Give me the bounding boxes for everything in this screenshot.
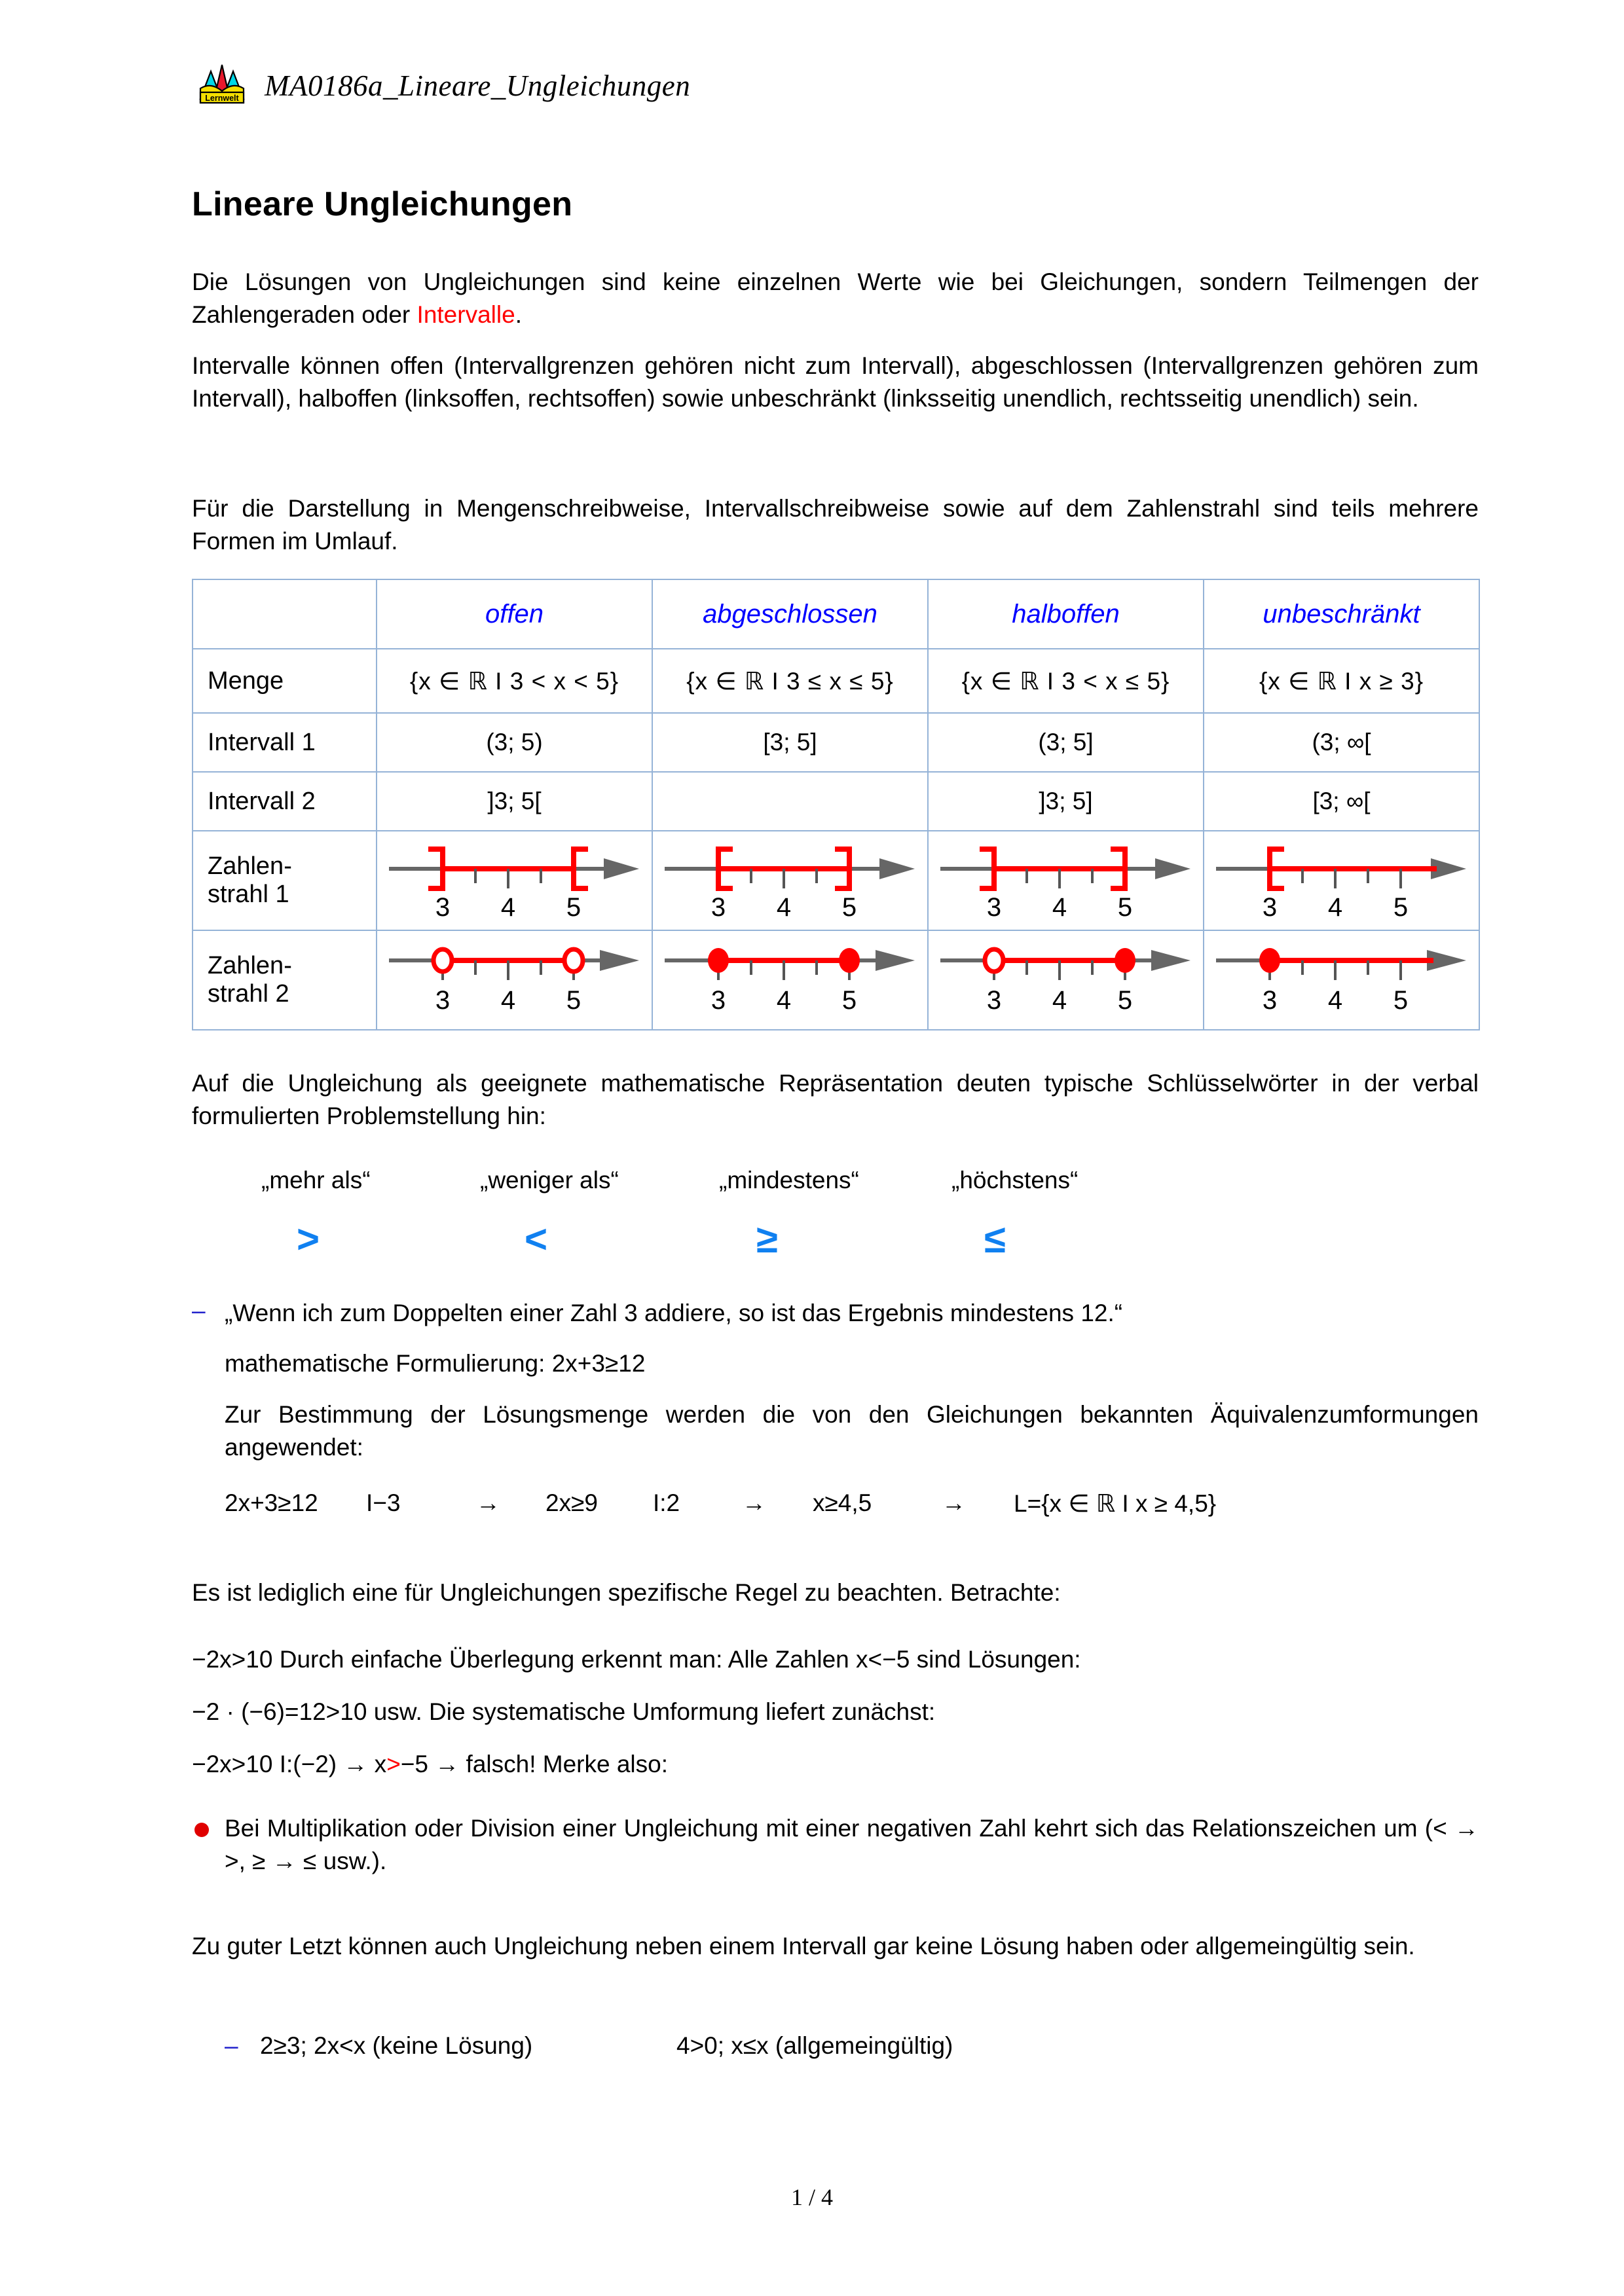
column-header-halboffen: halboffen — [928, 579, 1204, 649]
list-dash-marker: – — [192, 1297, 206, 1324]
svg-text:4: 4 — [1327, 893, 1342, 922]
intervall1-unbeschraenkt: (3; ∞[ — [1204, 713, 1479, 772]
header-title: MA0186a_Lineare_Ungleichungen — [265, 69, 691, 102]
menge-abgeschlossen: {x ∈ ℝ I 3 ≤ x ≤ 5} — [652, 649, 928, 713]
intro-text-a: Die Lösungen von Ungleichungen sind keine einzelnen Werte wie bei Gleichungen, sondern Teilmengen der Zahlengeraden oder — [192, 268, 1479, 328]
column-header-offen: offen — [377, 579, 652, 649]
symbol-less-or-equal: ≤ — [984, 1217, 1006, 1261]
numberline-1-halboffen — [928, 831, 1204, 930]
numberline-2-halboffen — [928, 930, 1204, 1030]
zahlenstrahl2-label-line2: strahl 2 — [208, 980, 289, 1008]
table-row — [193, 930, 1479, 1030]
table-row — [193, 831, 1479, 930]
example-formulation: mathematische Formulierung: 2x+3≥12 — [225, 1350, 646, 1377]
step-arrow-1: → — [476, 1489, 500, 1516]
intro-paragraph — [192, 266, 1479, 331]
keyword-mindestens: „mindestens“ — [719, 1167, 859, 1194]
column-header-abgeschlossen: abgeschlossen — [652, 579, 928, 649]
step-inequality: 2x+3≥12 — [225, 1489, 318, 1516]
rule-line-1: −2x>10 Durch einfache Überlegung erkennt man: Alle Zahlen x<−5 sind Lösungen: — [192, 1646, 1081, 1673]
keyword-weniger-als: „weniger als“ — [480, 1167, 619, 1194]
step-op-minus-3: I−3 — [366, 1489, 401, 1516]
intervall2-abgeschlossen — [652, 772, 928, 831]
intervall2-unbeschraenkt: [3; ∞[ — [1204, 772, 1479, 831]
numberline-2-unbeschraenkt — [1204, 930, 1479, 1030]
page-footer: 1 / 4 — [790, 2184, 833, 2210]
step-solution-set: L={x ∈ ℝ I x ≥ 4,5} — [1014, 1490, 1217, 1517]
numberline-1-offen — [377, 831, 652, 930]
svg-text:4: 4 — [1052, 893, 1067, 922]
table-corner-cell — [193, 579, 377, 649]
keywords-intro-paragraph: Auf die Ungleichung als geeignete mathematische Repräsentation deuten typische Schlüsselwörter in der verbal formulierten Problemstellung hin: — [192, 1070, 1479, 1129]
step-arrow-3: → — [942, 1489, 966, 1516]
final-examples-row — [192, 2032, 1479, 2071]
rule-line-3-b: −5 → falsch! Merke also: — [400, 1751, 668, 1777]
symbol-row — [192, 1216, 1479, 1295]
page-title: Lineare Ungleichungen — [192, 185, 573, 223]
svg-text:3: 3 — [710, 893, 726, 922]
svg-text:3: 3 — [435, 986, 450, 1015]
zahlenstrahl1-label-line2: strahl 1 — [208, 881, 289, 908]
svg-text:5: 5 — [1117, 893, 1132, 922]
table-row — [193, 713, 1479, 772]
red-bullet-icon — [194, 1823, 209, 1837]
step-op-div-2: I:2 — [653, 1489, 680, 1516]
table-row — [193, 649, 1479, 713]
svg-text:5: 5 — [566, 986, 581, 1015]
keyword-mehr-als: „mehr als“ — [261, 1167, 371, 1194]
final-list-dash-marker: – — [225, 2032, 238, 2059]
svg-text:5: 5 — [1393, 893, 1408, 922]
symbol-greater-than: > — [297, 1217, 320, 1261]
intervall2-offen: ]3; 5[ — [377, 772, 652, 831]
step-result-1: 2x≥9 — [545, 1489, 598, 1516]
page-header — [196, 62, 690, 109]
row-label-zahlenstrahl-1 — [193, 831, 377, 930]
svg-text:4: 4 — [1052, 986, 1067, 1015]
numberline-2-abgeschlossen — [652, 930, 928, 1030]
table-header-row — [193, 579, 1479, 649]
svg-text:Lernwelt: Lernwelt — [205, 94, 239, 103]
menge-offen: {x ∈ ℝ I 3 < x < 5} — [377, 649, 652, 713]
menge-halboffen: {x ∈ ℝ I 3 < x ≤ 5} — [928, 649, 1204, 713]
svg-text:5: 5 — [841, 893, 857, 922]
svg-text:5: 5 — [1393, 986, 1408, 1015]
step-arrow-2: → — [742, 1489, 766, 1516]
zahlenstrahl1-label-line1: Zahlen- — [208, 852, 292, 881]
symbol-less-than: < — [525, 1217, 548, 1261]
intervall1-halboffen: (3; 5] — [928, 713, 1204, 772]
intervalle-highlight: Intervalle — [416, 301, 515, 328]
numberline-1-abgeschlossen — [652, 831, 928, 930]
column-header-unbeschraenkt: unbeschränkt — [1204, 579, 1479, 649]
svg-text:3: 3 — [986, 893, 1001, 922]
solution-steps-row — [225, 1489, 1479, 1529]
rule-line-3 — [192, 1748, 1479, 1781]
representation-paragraph: Für die Darstellung in Mengenschreibweise, Intervallschreibweise sowie auf dem Zahlenstrahl sind teils mehrere Formen im Umlauf. — [192, 495, 1479, 555]
svg-text:3: 3 — [710, 986, 726, 1015]
final-example-universal: 4>0; x≤x (allgemeingültig) — [676, 2032, 953, 2059]
svg-text:4: 4 — [776, 986, 791, 1015]
example-explanation: Zur Bestimmung der Lösungsmenge werden die von den Gleichungen bekannten Äquivalenzumformungen angewendet: — [225, 1401, 1479, 1461]
row-label-intervall-1: Intervall 1 — [193, 713, 377, 772]
svg-text:4: 4 — [500, 893, 515, 922]
interval-forms-table — [192, 579, 1480, 1030]
numberline-2-offen — [377, 930, 652, 1030]
zahlenstrahl2-label-line1: Zahlen- — [208, 952, 292, 980]
example-quote: „Wenn ich zum Doppelten einer Zahl 3 addiere, so ist das Ergebnis mindestens 12.“ — [225, 1300, 1123, 1326]
rule-bullet-text: Bei Multiplikation oder Division einer Ungleichung mit einer negativen Zahl kehrt sich das Relationszeichen um (< → >, ≥ → ≤ usw.). — [225, 1815, 1479, 1874]
numberline-1-unbeschraenkt — [1204, 831, 1479, 930]
svg-text:5: 5 — [841, 986, 857, 1015]
svg-text:3: 3 — [1262, 893, 1277, 922]
svg-text:5: 5 — [566, 893, 581, 922]
intervall1-abgeschlossen: [3; 5] — [652, 713, 928, 772]
svg-text:4: 4 — [776, 893, 791, 922]
rule-line-3-red-operator: > — [386, 1751, 401, 1777]
lernwelt-mountain-logo — [196, 62, 248, 109]
closing-paragraph: Zu guter Letzt können auch Ungleichung neben einem Intervall gar keine Lösung haben oder allgemeingültig sein. — [192, 1933, 1415, 1959]
intervall2-halboffen: ]3; 5] — [928, 772, 1204, 831]
rule-line-2: −2 · (−6)=12>10 usw. Die systematische Umformung liefert zunächst: — [192, 1698, 936, 1725]
step-result-2: x≥4,5 — [813, 1489, 872, 1516]
symbol-greater-or-equal: ≥ — [756, 1217, 778, 1261]
svg-text:3: 3 — [986, 986, 1001, 1015]
svg-text:5: 5 — [1117, 986, 1132, 1015]
svg-text:4: 4 — [500, 986, 515, 1015]
intervall1-offen: (3; 5) — [377, 713, 652, 772]
rule-intro-paragraph: Es ist lediglich eine für Ungleichungen spezifische Regel zu beachten. Betrachte: — [192, 1579, 1061, 1606]
row-label-zahlenstrahl-2 — [193, 930, 377, 1030]
svg-text:4: 4 — [1327, 986, 1342, 1015]
row-label-menge: Menge — [193, 649, 377, 713]
intro-text-b: . — [515, 301, 522, 328]
svg-text:3: 3 — [1262, 986, 1277, 1015]
table-row — [193, 772, 1479, 831]
row-label-intervall-2: Intervall 2 — [193, 772, 377, 831]
rule-line-3-a: −2x>10 I:(−2) → x — [192, 1751, 387, 1777]
menge-unbeschraenkt: {x ∈ ℝ I x ≥ 3} — [1204, 649, 1479, 713]
svg-text:3: 3 — [435, 893, 450, 922]
keyword-hoechstens: „höchstens“ — [951, 1167, 1079, 1194]
final-example-no-solution: 2≥3; 2x<x (keine Lösung) — [260, 2032, 533, 2059]
interval-types-paragraph: Intervalle können offen (Intervallgrenzen gehören nicht zum Intervall), abgeschlossen (Intervallgrenzen gehören zum Intervall), halboffen (linksoffen, rechtsoffen) sowie unbeschränkt (linksseitig unendlich, rechtsseitig unendlich) sein. — [192, 352, 1479, 412]
